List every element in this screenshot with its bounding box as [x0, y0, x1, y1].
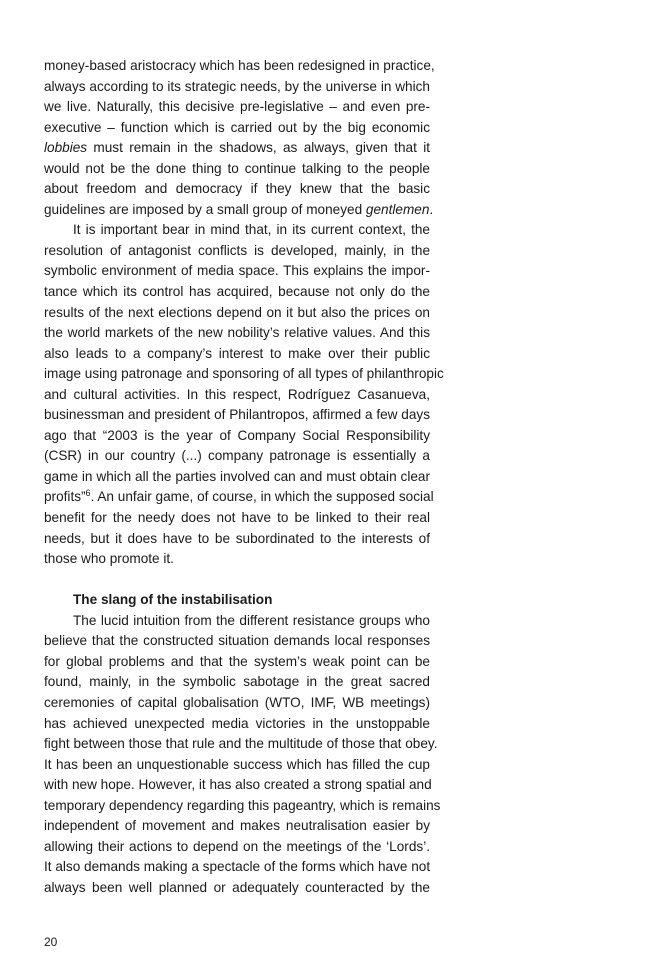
paragraph-3-line-12: allowing their actions to depend on the meetings of the ‘Lords’.	[44, 838, 430, 854]
paragraph-2-line-13: game in which all the parties involved can and must obtain clear	[44, 468, 430, 484]
paragraph-2	[44, 220, 444, 569]
paragraph-1-line-8	[44, 200, 434, 221]
paragraph-2-line-1: It is important bear in mind that, in its current context, the	[73, 222, 430, 238]
paragraph-2-line-16: needs, but it does have to be subordinated to the interests of	[44, 530, 430, 546]
paragraph-2-line-4: tance which its control has acquired, because not only do the	[44, 284, 430, 300]
section-heading: The slang of the instabilisation	[73, 592, 273, 608]
paragraph-2-line-6: the world markets of the new nobility’s relative values. And this	[44, 325, 430, 341]
footnote-reference: 6	[85, 488, 91, 499]
paragraph-3-line-5: ceremonies of capital globalisation (WTO, IMF, WB meetings)	[44, 694, 430, 710]
paragraph-1-line-1: money-based aristocracy which has been redesigned in practice,	[44, 58, 435, 73]
paragraph-2-line-10: businessman and president of Philantropos, affirmed a few days	[44, 407, 430, 423]
paragraph-3-line-7: fight between those that rule and the multitude of those that obey.	[44, 736, 438, 752]
paragraph-2-line-15: benefit for the needy does not have to be linked to their real	[44, 510, 430, 526]
section-spacer	[44, 570, 430, 591]
paragraph-1-line-6: would not be the done thing to continue talking to the people	[44, 160, 430, 176]
italic-term-gentlemen: gentlemen	[365, 201, 430, 217]
paragraph-3-line-1: The lucid intuition from the different resistance groups who	[73, 612, 430, 628]
paragraph-1-line-4: executive – function which is carried out by the big economic	[44, 119, 430, 135]
paragraph-1-line-3: we live. Naturally, this decisive pre-legislative – and even pre-	[44, 99, 430, 115]
paragraph-3-line-10: temporary dependency regarding this pageantry, which is remains	[44, 797, 441, 813]
paragraph-1-line-8-text: guidelines are imposed by a small group of moneyed	[44, 201, 366, 217]
paragraph-2-line-5: results of the next elections depend on it but also the prices on	[44, 304, 430, 320]
paragraph-3-line-8: It has been an unquestionable success which has filled the cup	[44, 756, 430, 772]
paragraph-1-line-8-end: .	[429, 201, 434, 217]
paragraph-3-line-2: believe that the constructed situation demands local responses	[44, 633, 430, 649]
paragraph-3-line-4: found, mainly, in the symbolic sabotage in the great sacred	[44, 674, 430, 690]
paragraph-2-line-8: image using patronage and sponsoring of all types of philanthropic	[44, 366, 444, 382]
paragraph-2-line-14-text: profits”	[44, 489, 86, 505]
paragraph-3-line-3: for global problems and that the system’s weak point can be	[44, 653, 430, 669]
page-number: 20	[44, 935, 58, 949]
italic-term-lobbies: lobbies	[44, 140, 88, 156]
paragraph-1	[44, 56, 435, 220]
paragraph-2-line-3: symbolic environment of media space. This explains the impor-	[44, 263, 430, 279]
paragraph-1-line-5-text: must remain in the shadows, as always, given that it	[87, 140, 430, 156]
paragraph-2-line-14	[44, 487, 434, 508]
paragraph-1-line-2: always according to its strategic needs, by the universe in which	[44, 78, 430, 94]
page-body	[44, 56, 444, 898]
paragraph-2-line-11: ago that “2003 is the year of Company Social Responsibility	[44, 427, 430, 443]
paragraph-3-line-14: always been well planned or adequately counteracted by the	[44, 879, 430, 895]
paragraph-2-line-2: resolution of antagonist conflicts is developed, mainly, in the	[44, 242, 430, 258]
paragraph-2-line-17: those who promote it.	[44, 551, 174, 567]
paragraph-3	[44, 611, 441, 899]
paragraph-2-line-9: and cultural activities. In this respect, Rodríguez Casanueva,	[44, 386, 430, 402]
paragraph-2-line-12: (CSR) in our country (...) company patronage is essentially a	[44, 448, 430, 464]
paragraph-3-line-6: has achieved unexpected media victories in the unstoppable	[44, 715, 430, 731]
paragraph-2-line-7: also leads to a company’s interest to make over their public	[44, 345, 430, 361]
paragraph-3-line-11: independent of movement and makes neutralisation easier by	[44, 818, 430, 834]
paragraph-2-line-14-rest: . An unfair game, of course, in which the supposed social	[90, 489, 434, 505]
paragraph-3-line-13: It also demands making a spectacle of the forms which have not	[44, 859, 431, 875]
paragraph-1-line-7: about freedom and democracy if they knew that the basic	[44, 181, 430, 197]
paragraph-1-line-5	[44, 138, 430, 159]
paragraph-3-line-9: with new hope. However, it has also created a strong spatial and	[44, 777, 432, 793]
